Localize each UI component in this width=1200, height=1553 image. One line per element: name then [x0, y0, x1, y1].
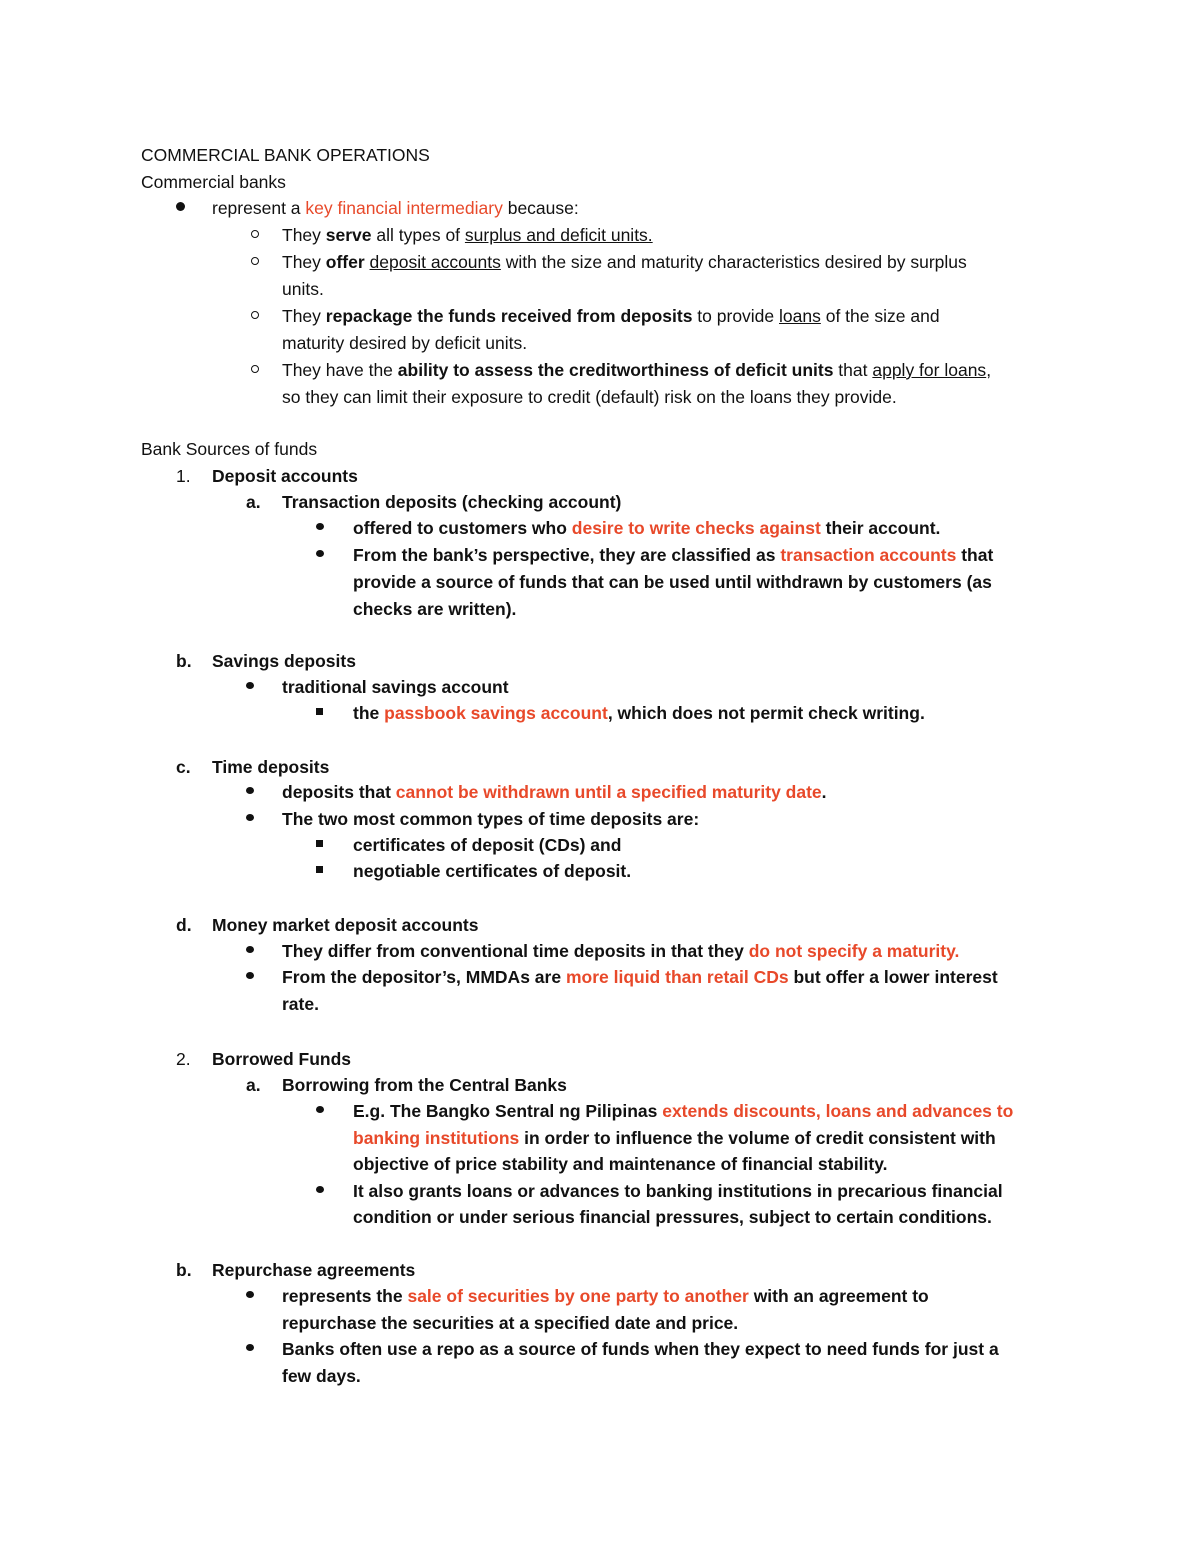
savings-deposits-heading: Savings deposits — [212, 651, 356, 671]
hollow-bullet-icon — [251, 257, 259, 265]
bullet-icon — [316, 1186, 324, 1193]
bullet-icon — [316, 523, 324, 530]
commercial-banks-heading: Commercial banks — [141, 172, 286, 192]
reason-offer-text: They offer deposit accounts with the size and maturity characteristics desired by surplus — [282, 252, 967, 272]
square-bullet-icon — [316, 866, 323, 873]
bullet-icon — [246, 787, 254, 794]
mmda-heading: Money market deposit accounts — [212, 915, 479, 935]
transaction-deposits-heading: Transaction deposits (checking account) — [282, 492, 622, 512]
time-deposits-heading: Time deposits — [212, 757, 330, 777]
bullet-icon — [246, 946, 254, 953]
hollow-bullet-icon — [251, 230, 259, 238]
bullet-icon — [246, 682, 254, 689]
square-bullet-icon — [316, 708, 323, 715]
bullet-icon — [316, 550, 324, 557]
bullet-icon — [246, 814, 254, 821]
intro-text: represent a key financial intermediary because: — [212, 198, 579, 218]
bullet-icon — [176, 202, 185, 211]
sources-heading: Bank Sources of funds — [141, 439, 318, 459]
deposit-accounts-heading: Deposit accounts — [212, 466, 358, 486]
bullet-icon — [246, 1291, 254, 1298]
bullet-icon — [246, 972, 254, 979]
central-banks-heading: Borrowing from the Central Banks — [282, 1075, 567, 1095]
repurchase-heading: Repurchase agreements — [212, 1260, 416, 1280]
bullet-icon — [316, 1106, 324, 1113]
document-title: COMMERCIAL BANK OPERATIONS — [141, 145, 430, 165]
reason-ability-text: They have the ability to assess the creditworthiness of deficit units that apply for loans, — [282, 360, 992, 380]
hollow-bullet-icon — [251, 365, 259, 373]
reason-repackage-text: They repackage the funds received from deposits to provide loans of the size and — [282, 306, 940, 326]
reason-serve-text: They serve all types of surplus and deficit units. — [282, 225, 653, 245]
hollow-bullet-icon — [251, 311, 259, 319]
borrowed-funds-heading: Borrowed Funds — [212, 1049, 352, 1069]
bullet-icon — [246, 1344, 254, 1351]
document-page: COMMERCIAL BANK OPERATIONS Commercial banks represent a key financial intermediary because: They serve all types of surplus and deficit units. They offer deposit accounts with the size and maturity characteristics desired by surplus units. They repackage the funds received from deposits to provide loans of the size and maturity desired by deficit units. They have the ability to assess the creditworthiness of deficit units that apply for loans, so they can limit their exposure to credit (default) risk on the loans they provide. Bank Sources of funds 1. Deposit accounts a. Transaction deposits (checking account) offered to customers who desire to write checks against their account. From the bank’s perspective, they are classified as transaction accounts that provide a source of funds that can be used until withdrawn by customers (as checks are written). b. Savings deposits traditional savings account the passbook savings account, which does not permit check writing. c. Time deposits deposits that cannot be withdrawn until a specified maturity date. The two most common types of time deposits are: certificates of deposit (CDs) and negotiable certificates of deposit. d. Money market deposit accounts They differ from conventional time deposits in that they do not specify a maturity. From the depositor’s, MMDAs are more liquid than retail CDs but offer a lower interest rate. 2. Borrowed Funds a. Borrowing from the Central Banks E.g. The Bangko Sentral ng Pilipinas extends discounts, loans and advances to banking institutions in order to influence the volume of credit consistent with objective of price stability and maintenance of financial stability. It also grants loans or advances to banking institutions in precarious financial condition or under serious financial pressures, subject to certain conditions. b. Repurchase agreements represents the sale of securities by one party to another with an agreement to repurchase the securities at a specified date and price. Banks often use a repo as a source of funds when they expect to need funds for just a few days. — [141, 145, 1014, 1386]
square-bullet-icon — [316, 840, 323, 847]
